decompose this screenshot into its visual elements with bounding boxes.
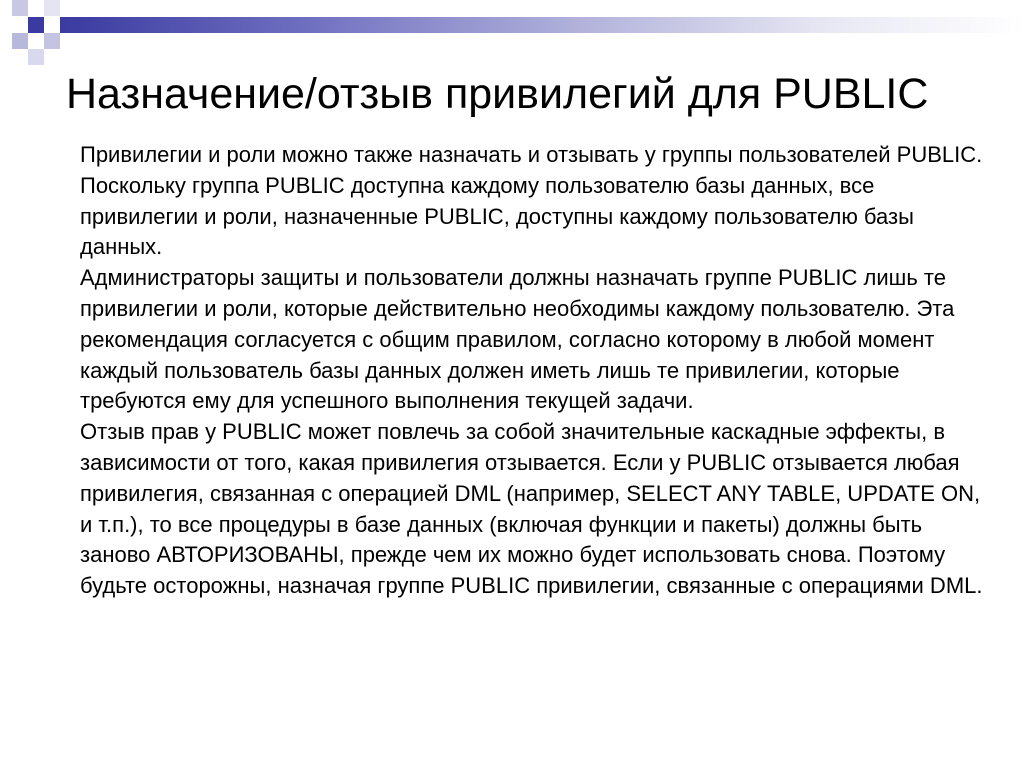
decorative-gradient-bar <box>60 17 1024 33</box>
body-paragraph: Отзыв прав у PUBLIC может повлечь за собой значительные каскадные эффекты, в зависимости от того, какая привилегия отзывается. Если у PUBLIC отзывается любая привилегия, связанная с операцией DML (например, SELECT ANY TABLE, UPDATE ON, и т.п.), то все процедуры в базе данных (включая функции и пакеты) должны быть заново АВТОРИЗОВАНЫ, прежде чем их можно будет использовать снова. Поэтому будьте осторожны, назначая группе PUBLIC привилегии, связанные с операциями DML. <box>80 419 983 599</box>
decorative-square <box>28 49 44 65</box>
decorative-square <box>28 17 44 33</box>
decorative-square <box>12 33 28 49</box>
slide-title: Назначение/отзыв привилегий для PUBLIC <box>66 70 929 118</box>
decorative-square <box>12 0 28 16</box>
decorative-square <box>28 0 44 16</box>
decorative-square <box>44 33 60 49</box>
decorative-square <box>44 17 60 33</box>
decorative-square <box>12 17 28 33</box>
slide-body <box>80 140 995 602</box>
body-paragraph: Администраторы защиты и пользователи должны назначать группе PUBLIC лишь те привилегии и роли, которые действительно необходимы каждому пользователю. Эта рекомендация согласуется с общим правилом, согласно которому в любой момент каждый пользователь базы данных должен иметь лишь те привилегии, которые требуются ему для успешного выполнения текущей задачи. <box>80 265 955 414</box>
body-paragraph: Привилегии и роли можно также назначать и отзывать у группы пользователей PUBLIC. Поскольку группа PUBLIC доступна каждому пользователю базы данных, все привилегии и роли, назначенные PUBLIC, доступны каждому пользователю базы данных. <box>80 142 983 260</box>
decorative-square <box>28 33 44 49</box>
decorative-square <box>44 0 60 16</box>
